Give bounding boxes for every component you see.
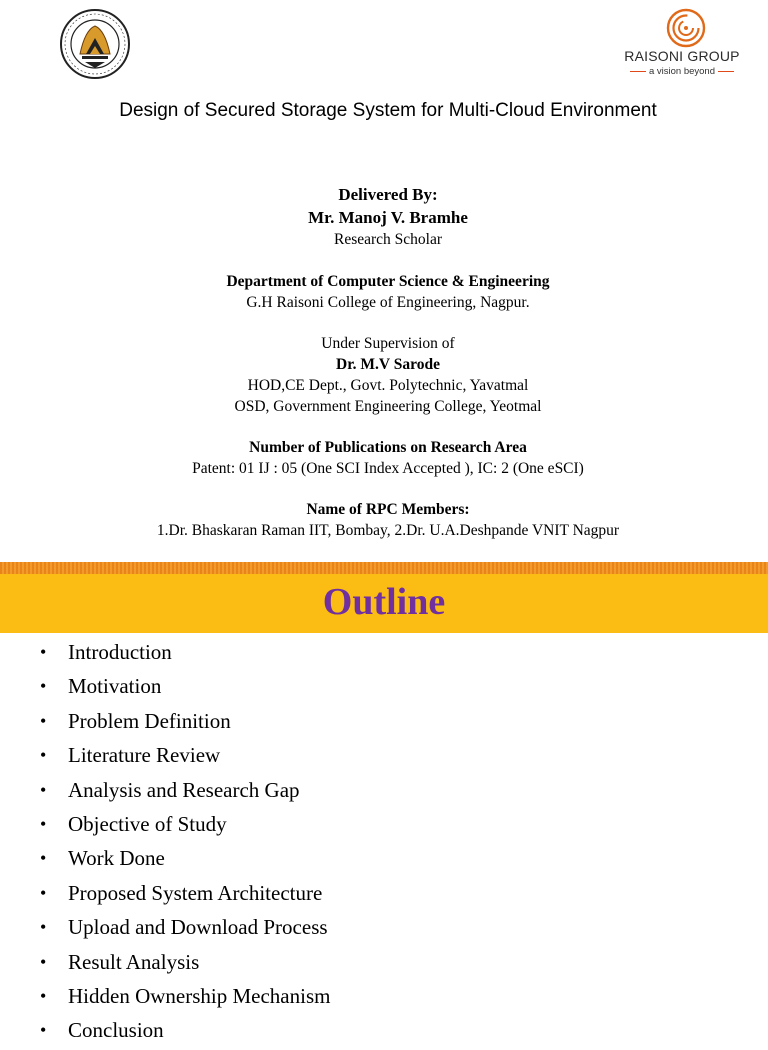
college-seal-logo (52, 8, 138, 80)
outline-item (0, 843, 768, 877)
group-name: RAISONI GROUP (624, 48, 740, 64)
outline-item (0, 947, 768, 981)
bullet-icon: • (40, 917, 47, 938)
college-seal-icon (52, 8, 138, 80)
outline-slide (0, 562, 768, 1043)
bullet-icon: • (40, 848, 47, 869)
bullet-icon: • (40, 1020, 47, 1041)
outline-item-label: Proposed System Architecture (68, 880, 323, 905)
bullet-icon: • (40, 813, 47, 834)
bullet-icon: • (40, 710, 47, 731)
outline-item (0, 637, 768, 671)
supervisor-name: Dr. M.V Sarode (336, 356, 440, 373)
outline-item-label: Analysis and Research Gap (68, 777, 300, 802)
outline-item-label: Motivation (68, 674, 162, 699)
bullet-icon: • (40, 882, 47, 903)
publications-label: Number of Publications on Research Area (249, 439, 527, 456)
outline-item-label: Work Done (68, 846, 165, 871)
rpc-members-label: Name of RPC Members: (306, 501, 470, 518)
outline-item-label: Problem Definition (68, 708, 231, 733)
outline-item-label: Objective of Study (68, 811, 227, 836)
outline-header-band (0, 574, 768, 633)
outline-item (0, 912, 768, 946)
supervisor-position-1: HOD,CE Dept., Govt. Polytechnic, Yavatmal (247, 377, 529, 394)
outline-item (0, 1015, 768, 1049)
outline-item-label: Introduction (68, 640, 172, 664)
bullet-icon: • (40, 951, 47, 972)
college-name: G.H Raisoni College of Engineering, Nagpur. (246, 294, 530, 311)
bullet-icon: • (40, 745, 47, 766)
outline-item-label: Upload and Download Process (68, 915, 328, 940)
outline-item (0, 706, 768, 740)
outline-item-label: Result Analysis (68, 949, 200, 974)
outline-list (0, 637, 768, 1050)
presenter-role: Research Scholar (333, 231, 443, 248)
outline-heading: Outline (322, 581, 446, 623)
supervisor-position-2: OSD, Government Engineering College, Yeotmal (234, 398, 542, 415)
bullet-icon: • (40, 985, 47, 1006)
outline-item-label: Conclusion (68, 1018, 164, 1043)
outline-item (0, 671, 768, 705)
raisoni-group-logo (612, 8, 752, 78)
presenter-name: Mr. Manoj V. Bramhe (308, 208, 468, 227)
outline-item (0, 740, 768, 774)
department-name: Department of Computer Science & Engineering (226, 273, 550, 290)
outline-item (0, 809, 768, 843)
bullet-icon: • (40, 779, 47, 800)
spiral-icon (666, 8, 706, 48)
outline-item (0, 878, 768, 912)
rpc-members-list: 1.Dr. Bhaskaran Raman IIT, Bombay, 2.Dr. U.A.Deshpande VNIT Nagpur (156, 522, 620, 539)
group-tagline: a vision beyond (612, 66, 752, 77)
outline-item (0, 981, 768, 1015)
bullet-icon: • (40, 642, 47, 662)
publications-detail: Patent: 01 IJ : 05 (One SCI Index Accepted ), IC: 2 (One eSCI) (192, 460, 584, 477)
outline-item-label: Hidden Ownership Mechanism (68, 983, 331, 1008)
supervision-label: Under Supervision of (321, 335, 455, 352)
outline-item (0, 775, 768, 809)
bullet-icon: • (40, 676, 47, 697)
outline-item-label: Literature Review (68, 743, 221, 768)
delivered-by-label: Delivered By: (338, 185, 438, 204)
presentation-title: Design of Secured Storage System for Multi-Cloud Environment (119, 100, 657, 121)
header-stripe (0, 562, 768, 574)
